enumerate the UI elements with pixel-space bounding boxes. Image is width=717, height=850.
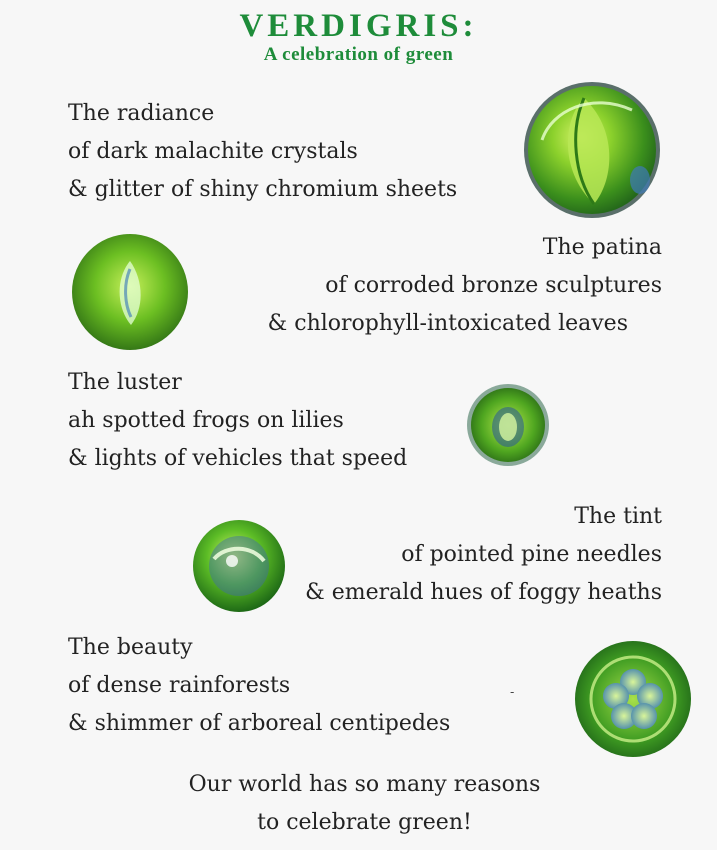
stanza-2 xyxy=(240,229,662,343)
stanza-2-line-3: & chlorophyll-intoxicated leaves xyxy=(267,311,628,336)
stanza-4-line-2: of pointed pine needles xyxy=(401,542,662,567)
stanza-2-line-1: The patina xyxy=(542,235,662,260)
stanza-1-line-3: & glitter of shiny chromium sheets xyxy=(68,177,458,202)
poem-title: VERDIGRIS: xyxy=(239,8,478,44)
stanza-4 xyxy=(240,498,662,612)
stanza-5-line-1: The beauty xyxy=(68,635,193,660)
green-orb-icon xyxy=(522,80,662,220)
stray-mark: - xyxy=(510,685,515,699)
stanza-3-line-2: ah spotted frogs on lilies xyxy=(68,408,344,433)
green-orb-icon xyxy=(192,519,286,613)
stanza-5-line-3: & shimmer of arboreal centipedes xyxy=(68,711,451,736)
stanza-2-line-2: of corroded bronze sculptures xyxy=(325,273,662,298)
green-orb-icon xyxy=(574,640,692,758)
closing-verse xyxy=(0,766,717,842)
stanza-5-line-2: of dense rainforests xyxy=(68,673,291,698)
stanza-5 xyxy=(68,629,450,743)
closing-line-2: to celebrate green! xyxy=(257,810,472,835)
stanza-3-line-3: & lights of vehicles that speed xyxy=(68,446,408,471)
stanza-4-line-3: & emerald hues of foggy heaths xyxy=(305,580,662,605)
green-orb-icon xyxy=(71,233,189,351)
poem-subtitle: A celebration of green xyxy=(263,44,454,65)
stanza-3-line-1: The luster xyxy=(68,370,182,395)
green-orb-icon xyxy=(466,383,550,467)
stanza-1 xyxy=(68,95,457,209)
stanza-3 xyxy=(68,364,407,478)
stanza-1-line-1: The radiance xyxy=(68,101,215,126)
stanza-1-line-2: of dark malachite crystals xyxy=(68,139,358,164)
closing-line-1: Our world has so many reasons xyxy=(188,772,541,797)
stanza-4-line-1: The tint xyxy=(574,504,662,529)
